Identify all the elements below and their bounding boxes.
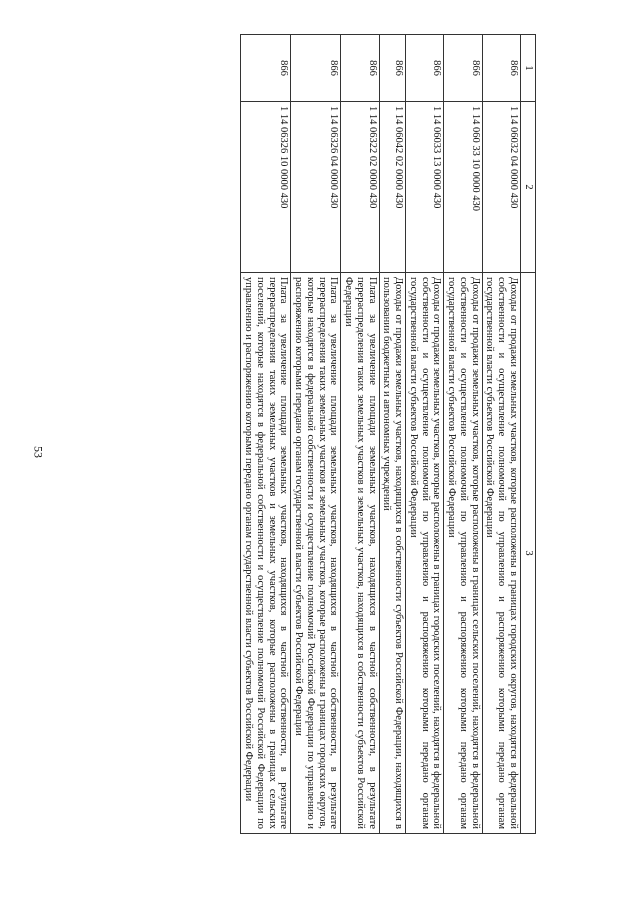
admin-code-cell: 866	[241, 35, 291, 102]
kbk-code-cell: 1 14 06032 04 0000 430	[482, 102, 520, 273]
table-header-row	[521, 35, 536, 834]
description-cell: Доходы от продажи земельных участков, находящихся в собственности субъектов Российской Федерации, находящихся в пользовании бюджетных и автономных учреждений	[379, 273, 406, 834]
table-row	[482, 35, 520, 834]
column-header-1: 1	[521, 35, 536, 102]
table-row	[241, 35, 291, 834]
description-cell: Плата за увеличение площади земельных участков, находящихся в частной собственности, в результате перераспределения таких земельных участков и земельных участков, которые расположены в границах городских округов, которые находятся в федеральной собственности и осуществление полномочий Российской Федерации по управлению и распоряжению которыми передано органам государственной власти субъектов Российской Федерации	[291, 273, 341, 834]
kbk-code-cell: 1 14 06326 04 0000 430	[291, 102, 341, 273]
page-number: 53	[31, 446, 46, 458]
column-header-3: 3	[521, 273, 536, 834]
revenue-codes-table	[241, 34, 537, 834]
admin-code-cell: 866	[444, 35, 482, 102]
admin-code-cell: 866	[379, 35, 406, 102]
kbk-code-cell: 1 14 06322 02 0000 430	[341, 102, 379, 273]
table-row	[444, 35, 482, 834]
admin-code-cell: 866	[406, 35, 444, 102]
table-row	[291, 35, 341, 834]
table-row	[379, 35, 406, 834]
table-row	[341, 35, 379, 834]
description-cell: Плата за увеличение площади земельных участков, находящихся в частной собственности, в результате перераспределения таких земельных участков и земельных участков, которые расположены в границах сельских поселений, которые находятся в федеральной собственности и осуществление полномочий Российской Федерации по управлению и распоряжению которыми передано органам государственной власти субъектов Российской Федерации	[241, 273, 291, 834]
description-cell: Доходы от продажи земельных участков, которые расположены в границах сельских поселений, находятся в федеральной собственности и осуществление полномочий по управлению и распоряжению которыми передано органам государственной власти субъектов Российской Федерации	[444, 273, 482, 834]
description-cell: Плата за увеличение площади земельных участков, находящихся в частной собственности, в результате перераспределения таких земельных участков и земельных участков, находящихся в собственности субъектов Российской Федерации	[341, 273, 379, 834]
rotated-table-container	[76, 34, 536, 834]
kbk-code-cell: 1 14 060 33 10 0000 430	[444, 102, 482, 273]
admin-code-cell: 866	[482, 35, 520, 102]
description-cell: Доходы от продажи земельных участков, которые расположены в границах городских поселений, находятся в федеральной собственности и осуществление полномочий по управлению и распоряжению которыми передано органам государственной власти субъектов Российской Федерации	[406, 273, 444, 834]
kbk-code-cell: 1 14 06033 13 0000 430	[406, 102, 444, 273]
kbk-code-cell: 1 14 06326 10 0000 430	[241, 102, 291, 273]
column-header-2: 2	[521, 102, 536, 273]
table-row	[406, 35, 444, 834]
admin-code-cell: 866	[341, 35, 379, 102]
kbk-code-cell: 1 14 06042 02 0000 430	[379, 102, 406, 273]
description-cell: Доходы от продажи земельных участков, которые расположены в границах городских округов, находятся в федеральной собственности и осуществление полномочий по управлению и распоряжению которыми передано органам государственной власти субъектов Российской Федерации	[482, 273, 520, 834]
admin-code-cell: 866	[291, 35, 341, 102]
